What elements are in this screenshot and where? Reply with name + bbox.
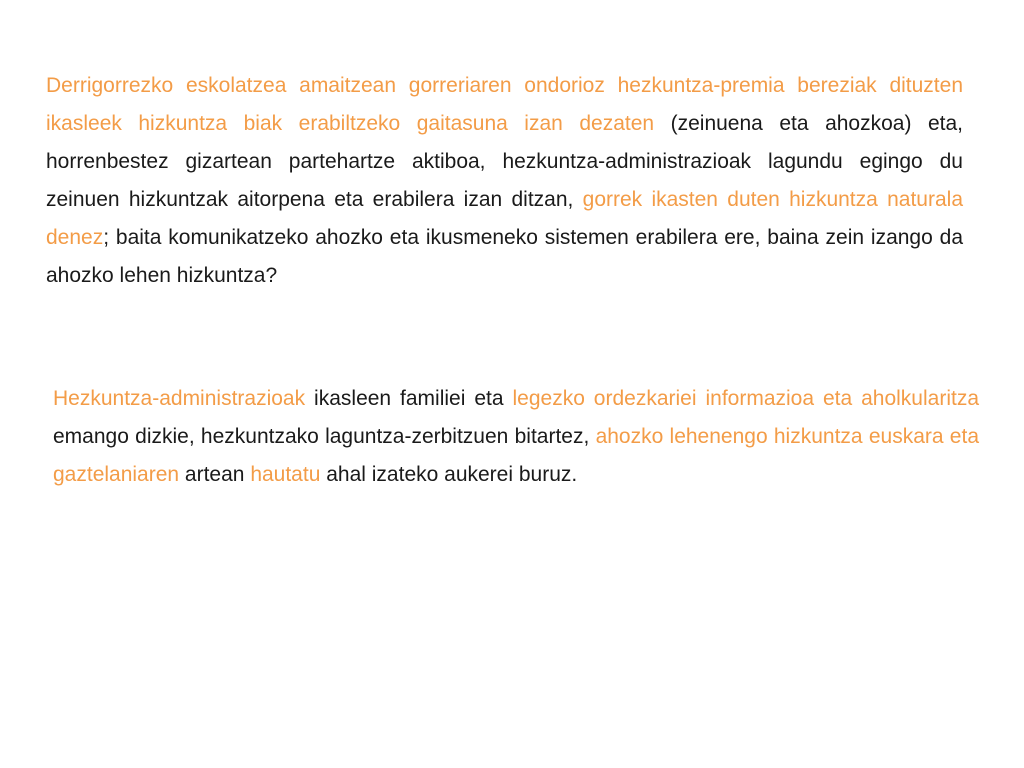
paragraph-2-highlight-segment: ahozko lehenengo hizkuntza euskara eta gaztelaniaren (53, 425, 979, 486)
paragraph-1 (46, 67, 963, 295)
paragraph-2-highlight-segment: Hezkuntza-administrazioak (53, 387, 306, 410)
paragraph-1-highlight-segment: Derrigorrezko eskolatzea amaitzean gorreriaren ondorioz hezkuntza-premia bereziak dituzten ikasleek hizkuntza biak erabiltzeko gaitasuna izan dezaten (46, 74, 963, 135)
paragraph-2-highlight-segment: hautatu (250, 463, 321, 486)
paragraph-2-plain-segment: ahal izateko aukerei buruz. (320, 463, 578, 486)
paragraph-1-plain-segment: (zeinuena eta ahozkoa) eta, horrenbestez gizartean partehartze aktiboa, hezkuntza-administrazioak lagundu egingo du zeinuen hizkuntzak aitorpena eta erabilera izan ditzan, (46, 112, 963, 211)
paragraph-1-plain-segment: ; baita komunikatzeko ahozko eta ikusmeneko sistemen erabilera ere, baina zein izango da ahozko lehen hizkuntza? (46, 226, 963, 287)
paragraph-2-plain-segment: ikasleen familiei eta (305, 387, 513, 410)
paragraph-2-highlight-segment: legezko ordezkariei informazioa eta aholkularitza (512, 387, 979, 410)
paragraph-2-plain-segment: emango dizkie, hezkuntzako laguntza-zerbitzuen bitartez, (53, 425, 596, 448)
paragraph-1-highlight-segment: gorrek ikasten duten hizkuntza naturala denez (46, 188, 963, 249)
paragraph-2 (53, 380, 979, 494)
paragraph-2-plain-segment: artean (179, 463, 251, 486)
